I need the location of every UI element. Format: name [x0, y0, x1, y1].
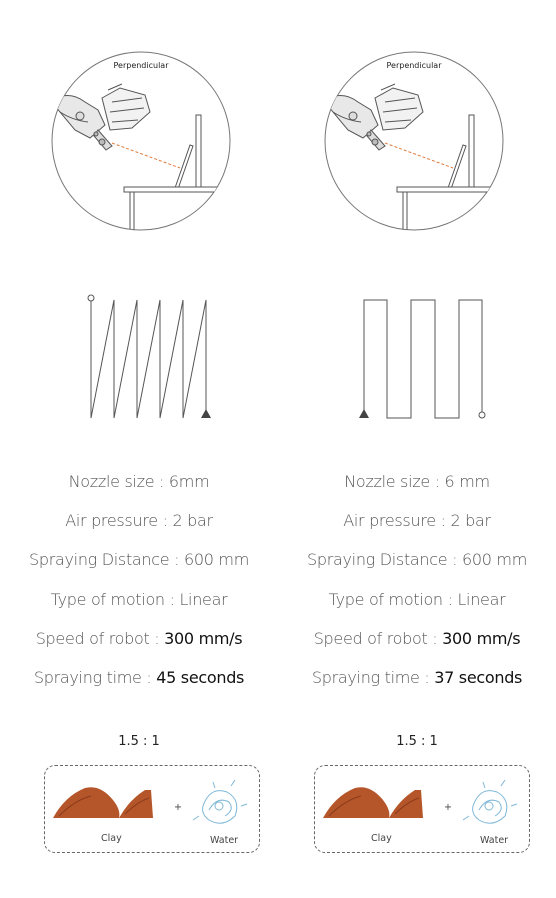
- robot-setup-illustration: [50, 50, 232, 232]
- mix-box: [44, 765, 260, 853]
- spec-nozzle-size: Nozzle size : 6 mm: [344, 472, 490, 491]
- orientation-label: Perpendicular: [386, 61, 442, 70]
- spec-air-pressure: Air pressure : 2 bar: [343, 511, 491, 530]
- robot-setup-illustration: [323, 50, 505, 232]
- clay-label: Clay: [371, 833, 392, 844]
- spec-speed-of-robot: [278, 629, 556, 648]
- spec-type-of-motion: Type of motion : Linear: [50, 590, 228, 609]
- start-point-icon: [88, 295, 94, 301]
- spec-spraying-time: [278, 668, 556, 687]
- time-value: 45 seconds: [156, 668, 245, 687]
- spec-speed-of-robot: [0, 629, 278, 648]
- zigzag-spray-path: [80, 290, 220, 425]
- time-label: Spraying time :: [311, 668, 435, 687]
- right-column: [278, 0, 556, 898]
- plus-sign: +: [174, 802, 182, 813]
- water-label: Water: [480, 835, 509, 846]
- clay-pile-icon: [323, 787, 389, 818]
- spec-spraying-distance: Spraying Distance : 600 mm: [307, 550, 527, 569]
- clay-pile-icon: [389, 790, 423, 818]
- speed-label: Speed of robot :: [313, 629, 443, 648]
- orientation-label: Perpendicular: [113, 61, 169, 70]
- end-point-icon: [201, 409, 211, 418]
- zigzag-path-diagram: [80, 290, 220, 425]
- mix-ratio: 1.5 : 1: [396, 734, 438, 749]
- speed-value: 300 mm/s: [442, 629, 521, 648]
- end-point-icon: [479, 412, 485, 418]
- time-value: 37 seconds: [434, 668, 523, 687]
- plus-sign: +: [444, 802, 452, 813]
- spec-spraying-distance: Spraying Distance : 600 mm: [29, 550, 249, 569]
- robot-arm-diagram: [323, 50, 505, 232]
- clay-label: Clay: [101, 833, 122, 844]
- meander-spray-path: [354, 290, 494, 425]
- spec-spraying-time: [0, 668, 278, 687]
- start-point-icon: [359, 409, 369, 418]
- mix-box: [314, 765, 530, 853]
- spec-nozzle-size: Nozzle size : 6mm: [68, 472, 210, 491]
- water-splash-icon: [463, 780, 517, 823]
- spec-type-of-motion: Type of motion : Linear: [328, 590, 506, 609]
- time-label: Spraying time :: [33, 668, 157, 687]
- clay-pile-icon: [119, 790, 153, 818]
- water-splash-icon: [193, 780, 247, 823]
- clay-pile-icon: [53, 787, 119, 818]
- water-label: Water: [210, 835, 239, 846]
- spec-air-pressure: Air pressure : 2 bar: [65, 511, 213, 530]
- robot-arm-diagram: [50, 50, 232, 232]
- mix-ratio: 1.5 : 1: [118, 734, 160, 749]
- speed-label: Speed of robot :: [35, 629, 165, 648]
- speed-value: 300 mm/s: [164, 629, 243, 648]
- meander-path-diagram: [354, 290, 494, 425]
